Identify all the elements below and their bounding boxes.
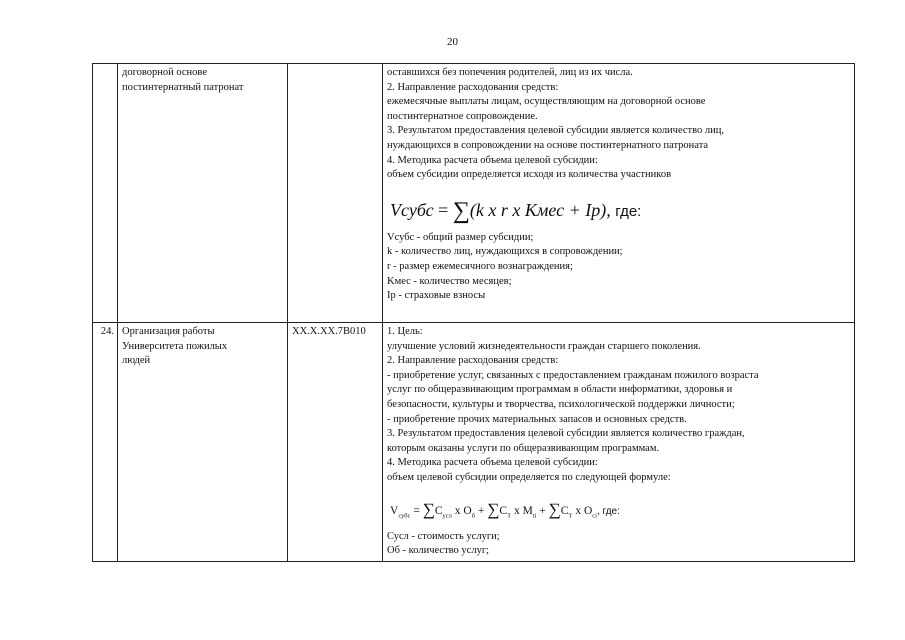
desc-line: 3. Результатом предоставления целевой субсидии является количество граждан, xyxy=(387,428,745,440)
desc-line: Kмес - количество месяцев; xyxy=(387,275,512,287)
formula-subscript: усл xyxy=(442,511,452,519)
sum-symbol: ∑ xyxy=(548,499,561,519)
desc-line: объем целевой субсидии определяется по следующей формуле: xyxy=(387,471,671,483)
desc-line: оставшихся без попечения родителей, лиц из их числа. xyxy=(387,67,633,78)
desc-line: нуждающихся в сопровождении на основе постинтернатного патроната xyxy=(387,139,709,151)
formula-symbol: C xyxy=(499,504,508,517)
desc-line: Об - количество услуг; xyxy=(387,545,490,557)
table-row xyxy=(93,64,855,323)
formula-operator: x xyxy=(454,504,461,517)
formula-body: (k x r x Kмес + Ip), xyxy=(469,199,611,220)
row-number xyxy=(93,64,118,323)
subsidy-table xyxy=(92,63,855,562)
formula-subscript: ti xyxy=(532,511,537,519)
formula-equals: = xyxy=(438,199,449,220)
row-name xyxy=(118,64,288,323)
row-number: 24. xyxy=(93,323,118,562)
formula-equals: = xyxy=(413,504,420,517)
formula-subscript: ci xyxy=(592,511,597,519)
desc-line: услуг по общеразвивающим программам в области информатики, здоровья и xyxy=(387,384,733,396)
desc-line: 2. Направление расходования средств: xyxy=(387,81,559,93)
row-description xyxy=(383,64,855,323)
sum-symbol: ∑ xyxy=(452,197,470,224)
formula-operator: x xyxy=(513,504,520,517)
row-name-line: договорной основе xyxy=(122,67,207,78)
formula-subscript: субс xyxy=(398,511,411,519)
desc-line: ежемесячные выплаты лицам, осуществляющим на договорной основе xyxy=(387,96,706,108)
row-code: XX.X.XX.7B010 xyxy=(288,323,383,562)
row-name-line: постинтернатный патронат xyxy=(122,81,244,93)
formula-symbol: C xyxy=(434,504,443,517)
page-number: 20 xyxy=(447,36,458,48)
desc-line: безопасности, культуры и творчества, психологической поддержки личности; xyxy=(387,398,735,410)
formula-lhs: Vсубс xyxy=(390,199,434,220)
desc-line: 4. Методика расчета объема целевой субсидии: xyxy=(387,457,598,469)
formula-symbol: V xyxy=(390,504,399,517)
formula-where: где: xyxy=(615,202,642,220)
subsidy-formula xyxy=(390,197,851,224)
desc-line: 3. Результатом предоставления целевой субсидии является количество лиц, xyxy=(387,125,724,137)
formula-subscript: Т xyxy=(568,511,573,519)
subsidy-formula xyxy=(390,498,851,520)
desc-line: - приобретение прочих материальных запасов и основных средств. xyxy=(387,413,687,425)
desc-line: Ip - страховые взносы xyxy=(387,290,486,302)
desc-line: которым оказаны услуги по общеразвивающим программам. xyxy=(387,442,660,454)
desc-line: 2. Направление расходования средств: xyxy=(387,355,559,367)
formula-subscript: б xyxy=(471,511,476,519)
desc-line: 1. Цель: xyxy=(387,326,423,337)
desc-line: 4. Методика расчета объема целевой субсидии: xyxy=(387,154,598,166)
desc-line: - приобретение услуг, связанных с предоставлением гражданам пожилого возраста xyxy=(387,369,759,381)
formula-symbol: O xyxy=(583,504,593,517)
table-row xyxy=(93,323,855,562)
row-description xyxy=(383,323,855,562)
row-code xyxy=(288,64,383,323)
formula-where: , где: xyxy=(596,505,620,517)
row-name-line: Организация работы xyxy=(122,326,215,337)
formula-symbol: M xyxy=(522,504,533,517)
formula-operator: x xyxy=(575,504,582,517)
desc-line: Vсубс - общий размер субсидии; xyxy=(387,231,534,243)
desc-line: улучшение условий жизнедеятельности граждан старшего поколения. xyxy=(387,340,701,352)
formula-operator: + xyxy=(477,504,485,517)
desc-line: постинтернатное сопровождение. xyxy=(387,110,538,122)
row-name-line: людей xyxy=(122,355,151,367)
formula-operator: + xyxy=(539,504,546,517)
desc-line: объем субсидии определяется исходя из количества участников xyxy=(387,169,672,181)
sum-symbol: ∑ xyxy=(487,499,500,519)
sum-symbol: ∑ xyxy=(422,499,435,519)
formula-symbol: C xyxy=(560,504,569,517)
desc-line: k - количество лиц, нуждающихся в сопровождении; xyxy=(387,246,623,258)
desc-line: r - размер ежемесячного вознаграждения; xyxy=(387,260,573,272)
formula-subscript: Т xyxy=(507,511,512,519)
desc-line: Сусл - стоимость услуги; xyxy=(387,530,500,542)
row-name-line: Университета пожилых xyxy=(122,340,228,352)
formula-symbol: O xyxy=(463,504,472,517)
row-name xyxy=(118,323,288,562)
